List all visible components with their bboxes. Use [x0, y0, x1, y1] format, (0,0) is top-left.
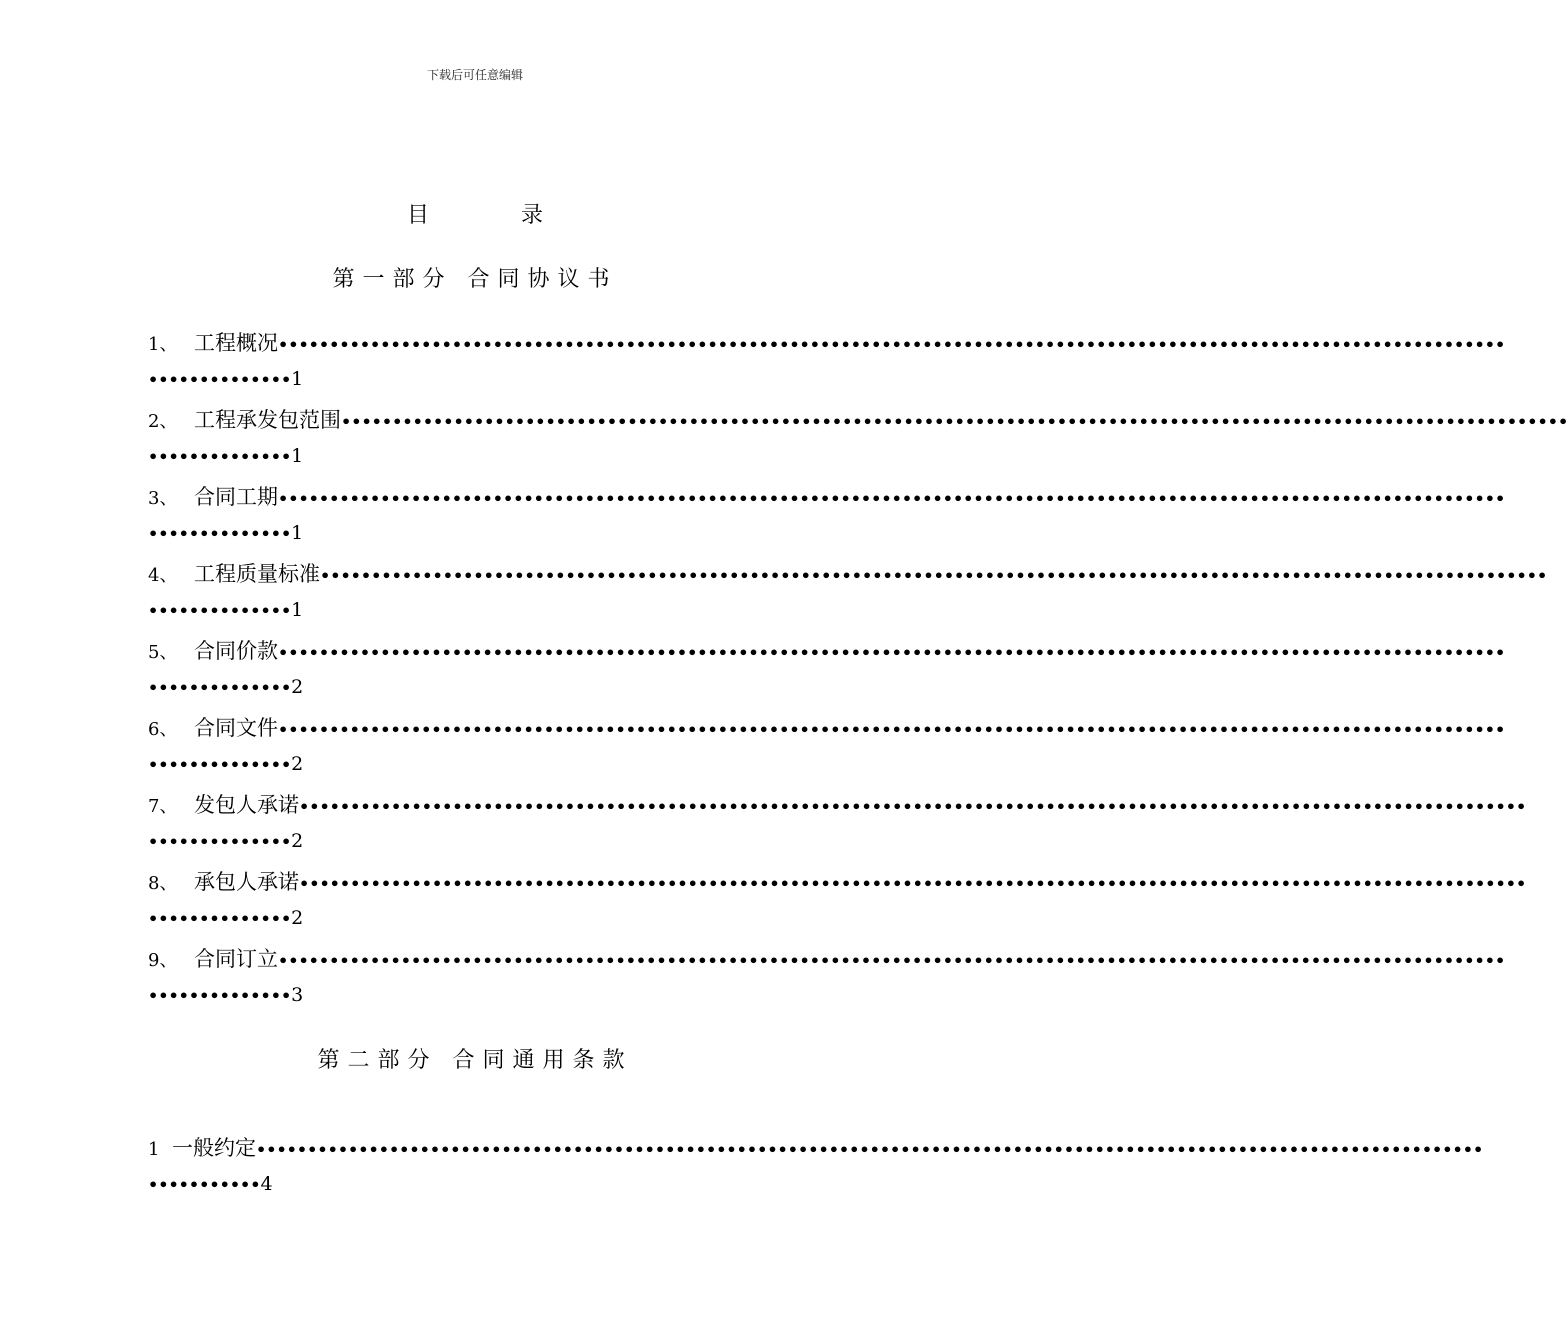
dot-leader: ••••••••••••••	[148, 524, 292, 543]
toc-entry-number: 1	[148, 1139, 160, 1160]
dot-leader: ••••••••••••••	[148, 986, 292, 1005]
toc-entry-number: 6、	[148, 719, 178, 740]
toc-entry[interactable]	[148, 713, 1506, 793]
toc-entry-label: 合同文件	[194, 716, 278, 740]
toc-entry[interactable]	[148, 405, 1568, 485]
toc-entry-page: 2	[291, 907, 304, 929]
toc-entry-continuation	[148, 364, 303, 394]
toc-entry-page: 1	[291, 445, 304, 467]
dot-leader: ••••••••••••••••••••••••••••••••••••••••••••••••••••••••••••••••••••••••••••••••••••••••••••••••••••••••••••••••••••••••	[256, 1140, 1484, 1159]
toc-entry-page: 2	[291, 830, 304, 852]
toc-entry-number: 1、	[148, 334, 178, 355]
toc-entry-line	[148, 1133, 1484, 1163]
toc-entry[interactable]	[148, 944, 1506, 1024]
toc-entry-page: 1	[291, 599, 304, 621]
header-note: 下载后可任意编辑	[426, 68, 523, 82]
dot-leader: ••••••••••••••••••••••••••••••••••••••••••••••••••••••••••••••••••••••••••••••••••••••••••••••••••••••••••••••••••••••••	[299, 797, 1527, 816]
toc-entry-number: 2、	[148, 411, 178, 432]
dot-leader: ••••••••••••••	[148, 755, 292, 774]
toc-entry-page: 1	[291, 368, 304, 390]
toc-entry-continuation	[148, 903, 303, 933]
toc-entry-number: 8、	[148, 873, 178, 894]
toc-title-left: 目	[406, 203, 429, 228]
toc-entry-label: 合同工期	[194, 485, 278, 509]
toc-entry-page: 1	[291, 522, 304, 544]
toc-entry-number: 7、	[148, 796, 178, 817]
toc-entry-line	[148, 405, 1568, 435]
toc-entry-continuation	[148, 441, 303, 471]
toc-entry-label: 工程概况	[194, 331, 278, 355]
dot-leader: ••••••••••••••	[148, 678, 292, 697]
toc-entry-line	[148, 790, 1527, 820]
toc-entry-line	[148, 636, 1506, 666]
toc-entry-number: 5、	[148, 642, 178, 663]
toc-entry-page: 4	[260, 1173, 273, 1195]
toc-entry-continuation	[148, 672, 303, 702]
toc-entry[interactable]	[148, 482, 1506, 562]
toc-entry-label: 一般约定	[172, 1136, 256, 1160]
part2-title: 第二部分 合同通用条款	[317, 1048, 633, 1073]
toc-entry-page: 2	[291, 753, 304, 775]
toc-title	[0, 198, 950, 229]
toc-entry[interactable]	[148, 636, 1506, 716]
toc-entry-continuation	[148, 980, 303, 1010]
toc-entry-label: 合同订立	[194, 947, 278, 971]
toc-entry-label: 合同价款	[194, 639, 278, 663]
dot-leader: ••••••••••••••••••••••••••••••••••••••••••••••••••••••••••••••••••••••••••••••••••••••••••••••••••••••••••••••••••••••••	[278, 951, 1506, 970]
toc-entry-label: 发包人承诺	[194, 793, 299, 817]
dot-leader: •••••••••••	[148, 1175, 261, 1194]
dot-leader: ••••••••••••••••••••••••••••••••••••••••••••••••••••••••••••••••••••••••••••••••••••••••••••••••••••••••••••••••••••••••	[320, 566, 1548, 585]
toc-entry-line	[148, 328, 1506, 358]
toc-entry-number: 3、	[148, 488, 178, 509]
toc-entry[interactable]	[148, 559, 1548, 639]
toc-entry-line	[148, 482, 1506, 512]
toc-entry-continuation	[148, 518, 303, 548]
toc-entry[interactable]	[148, 867, 1527, 947]
dot-leader: ••••••••••••••••••••••••••••••••••••••••••••••••••••••••••••••••••••••••••••••••••••••••••••••••••••••••••••••••••••••••	[299, 874, 1527, 893]
toc-entry[interactable]	[148, 328, 1506, 408]
toc-entry-continuation	[148, 1169, 273, 1199]
dot-leader: ••••••••••••••••••••••••••••••••••••••••••••••••••••••••••••••••••••••••••••••••••••••••••••••••••••••••••••••••••••••••	[278, 489, 1506, 508]
toc-entry-line	[148, 559, 1548, 589]
toc-entry-continuation	[148, 826, 303, 856]
toc-entry[interactable]	[148, 1133, 1484, 1213]
toc-entry-label: 工程质量标准	[194, 562, 320, 586]
dot-leader: ••••••••••••••••••••••••••••••••••••••••••••••••••••••••••••••••••••••••••••••••••••••••••••••••••••••••••••••••••••••••	[278, 720, 1506, 739]
toc-entry-number: 4、	[148, 565, 178, 586]
toc-entry-line	[148, 867, 1527, 897]
toc-entry-number: 9、	[148, 950, 178, 971]
dot-leader: ••••••••••••••••••••••••••••••••••••••••••••••••••••••••••••••••••••••••••••••••••••••••••••••••••••••••••••••••••••••••	[341, 412, 1568, 431]
dot-leader: ••••••••••••••	[148, 370, 292, 389]
dot-leader: ••••••••••••••••••••••••••••••••••••••••••••••••••••••••••••••••••••••••••••••••••••••••••••••••••••••••••••••••••••••••	[278, 335, 1506, 354]
toc-title-right: 录	[521, 203, 544, 228]
toc-entry-continuation	[148, 595, 303, 625]
toc-entry-label: 工程承发包范围	[194, 408, 341, 432]
toc-entry-line	[148, 713, 1506, 743]
dot-leader: ••••••••••••••	[148, 447, 292, 466]
part1-title: 第一部分 合同协议书	[332, 267, 618, 292]
toc-entry-label: 承包人承诺	[194, 870, 299, 894]
toc-entry-page: 3	[291, 984, 304, 1006]
toc-entry-continuation	[148, 749, 303, 779]
dot-leader: ••••••••••••••••••••••••••••••••••••••••••••••••••••••••••••••••••••••••••••••••••••••••••••••••••••••••••••••••••••••••	[278, 643, 1506, 662]
toc-entry-line	[148, 944, 1506, 974]
toc-entry[interactable]	[148, 790, 1527, 870]
dot-leader: ••••••••••••••	[148, 909, 292, 928]
toc-entry-page: 2	[291, 676, 304, 698]
dot-leader: ••••••••••••••	[148, 832, 292, 851]
dot-leader: ••••••••••••••	[148, 601, 292, 620]
